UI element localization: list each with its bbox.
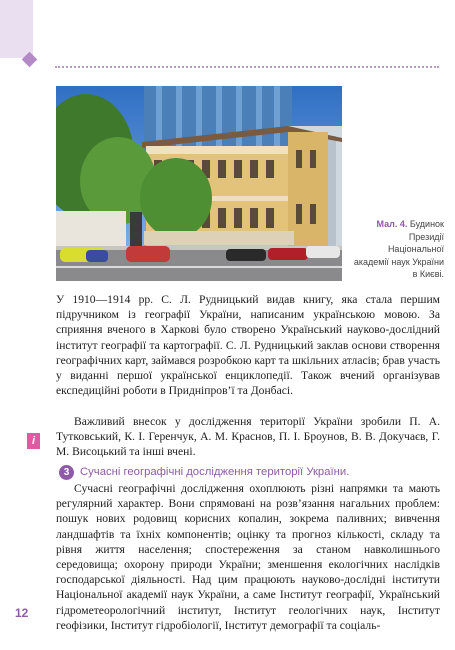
page-number: 12 — [15, 606, 29, 620]
dotted-divider — [55, 66, 439, 68]
section-paragraph: Сучасні географічні дослідження охоплюють різні напрямки та мають регулярний характер. Вони спрямовані на розв’язання нагальних проблем: пошук нових родовищ корисних копалин, зокрема паливних; вивчення ландшафтів та їхніх компонентів; оцінку та прогноз кількості, складу та рівня життя населення; спостереження за станом навколишнього середовища; охорону природи України; зменшення екологічних наслідків господарської діяльності. Над цим працюють науково-дослідні інститути Національної академії наук України, а саме Інститут географії, Український гідрометеорологічний інститут, Інститут геологічних наук, Інститут геофізики, Інститут гідробіології, Інститут демографії та соціаль- — [56, 482, 440, 632]
figure-label: Мал. 4. — [376, 219, 408, 229]
section-number-badge: 3 — [59, 465, 74, 480]
corner-tab — [0, 0, 33, 58]
figure-caption — [352, 218, 444, 281]
paragraph-2: Важливий внесок у дослідження території України зробили П. А. Тутковський, К. І. Геренчук, А. М. Краснов, П. І. Броунов, В. В. Докучаєв, Г. М. Висоцький та інші вчені. — [56, 415, 440, 459]
building-photo — [56, 86, 342, 281]
paragraph-1: У 1910—1914 рр. С. Л. Рудницький видав книгу, яка стала першим підручником із географії України, написаним українською мовою. За сприяння вченого в Харкові було створено Український науково-дослідний інститут географії та картографії. С. Л. Рудницький заклав основи створення географічних карт, займався розробкою карт та шкільних атласів; брав участь у виданні першої української енциклопедії. Також вчений організував експедиційні роботи в Придніпров’ї та Донбасі. — [56, 293, 440, 398]
section-heading: Сучасні географічні дослідження території України. — [80, 466, 350, 478]
figure-caption-text: Будинок Президії Національної академії наук України в Києві. — [353, 219, 444, 280]
info-icon: i — [27, 433, 40, 449]
